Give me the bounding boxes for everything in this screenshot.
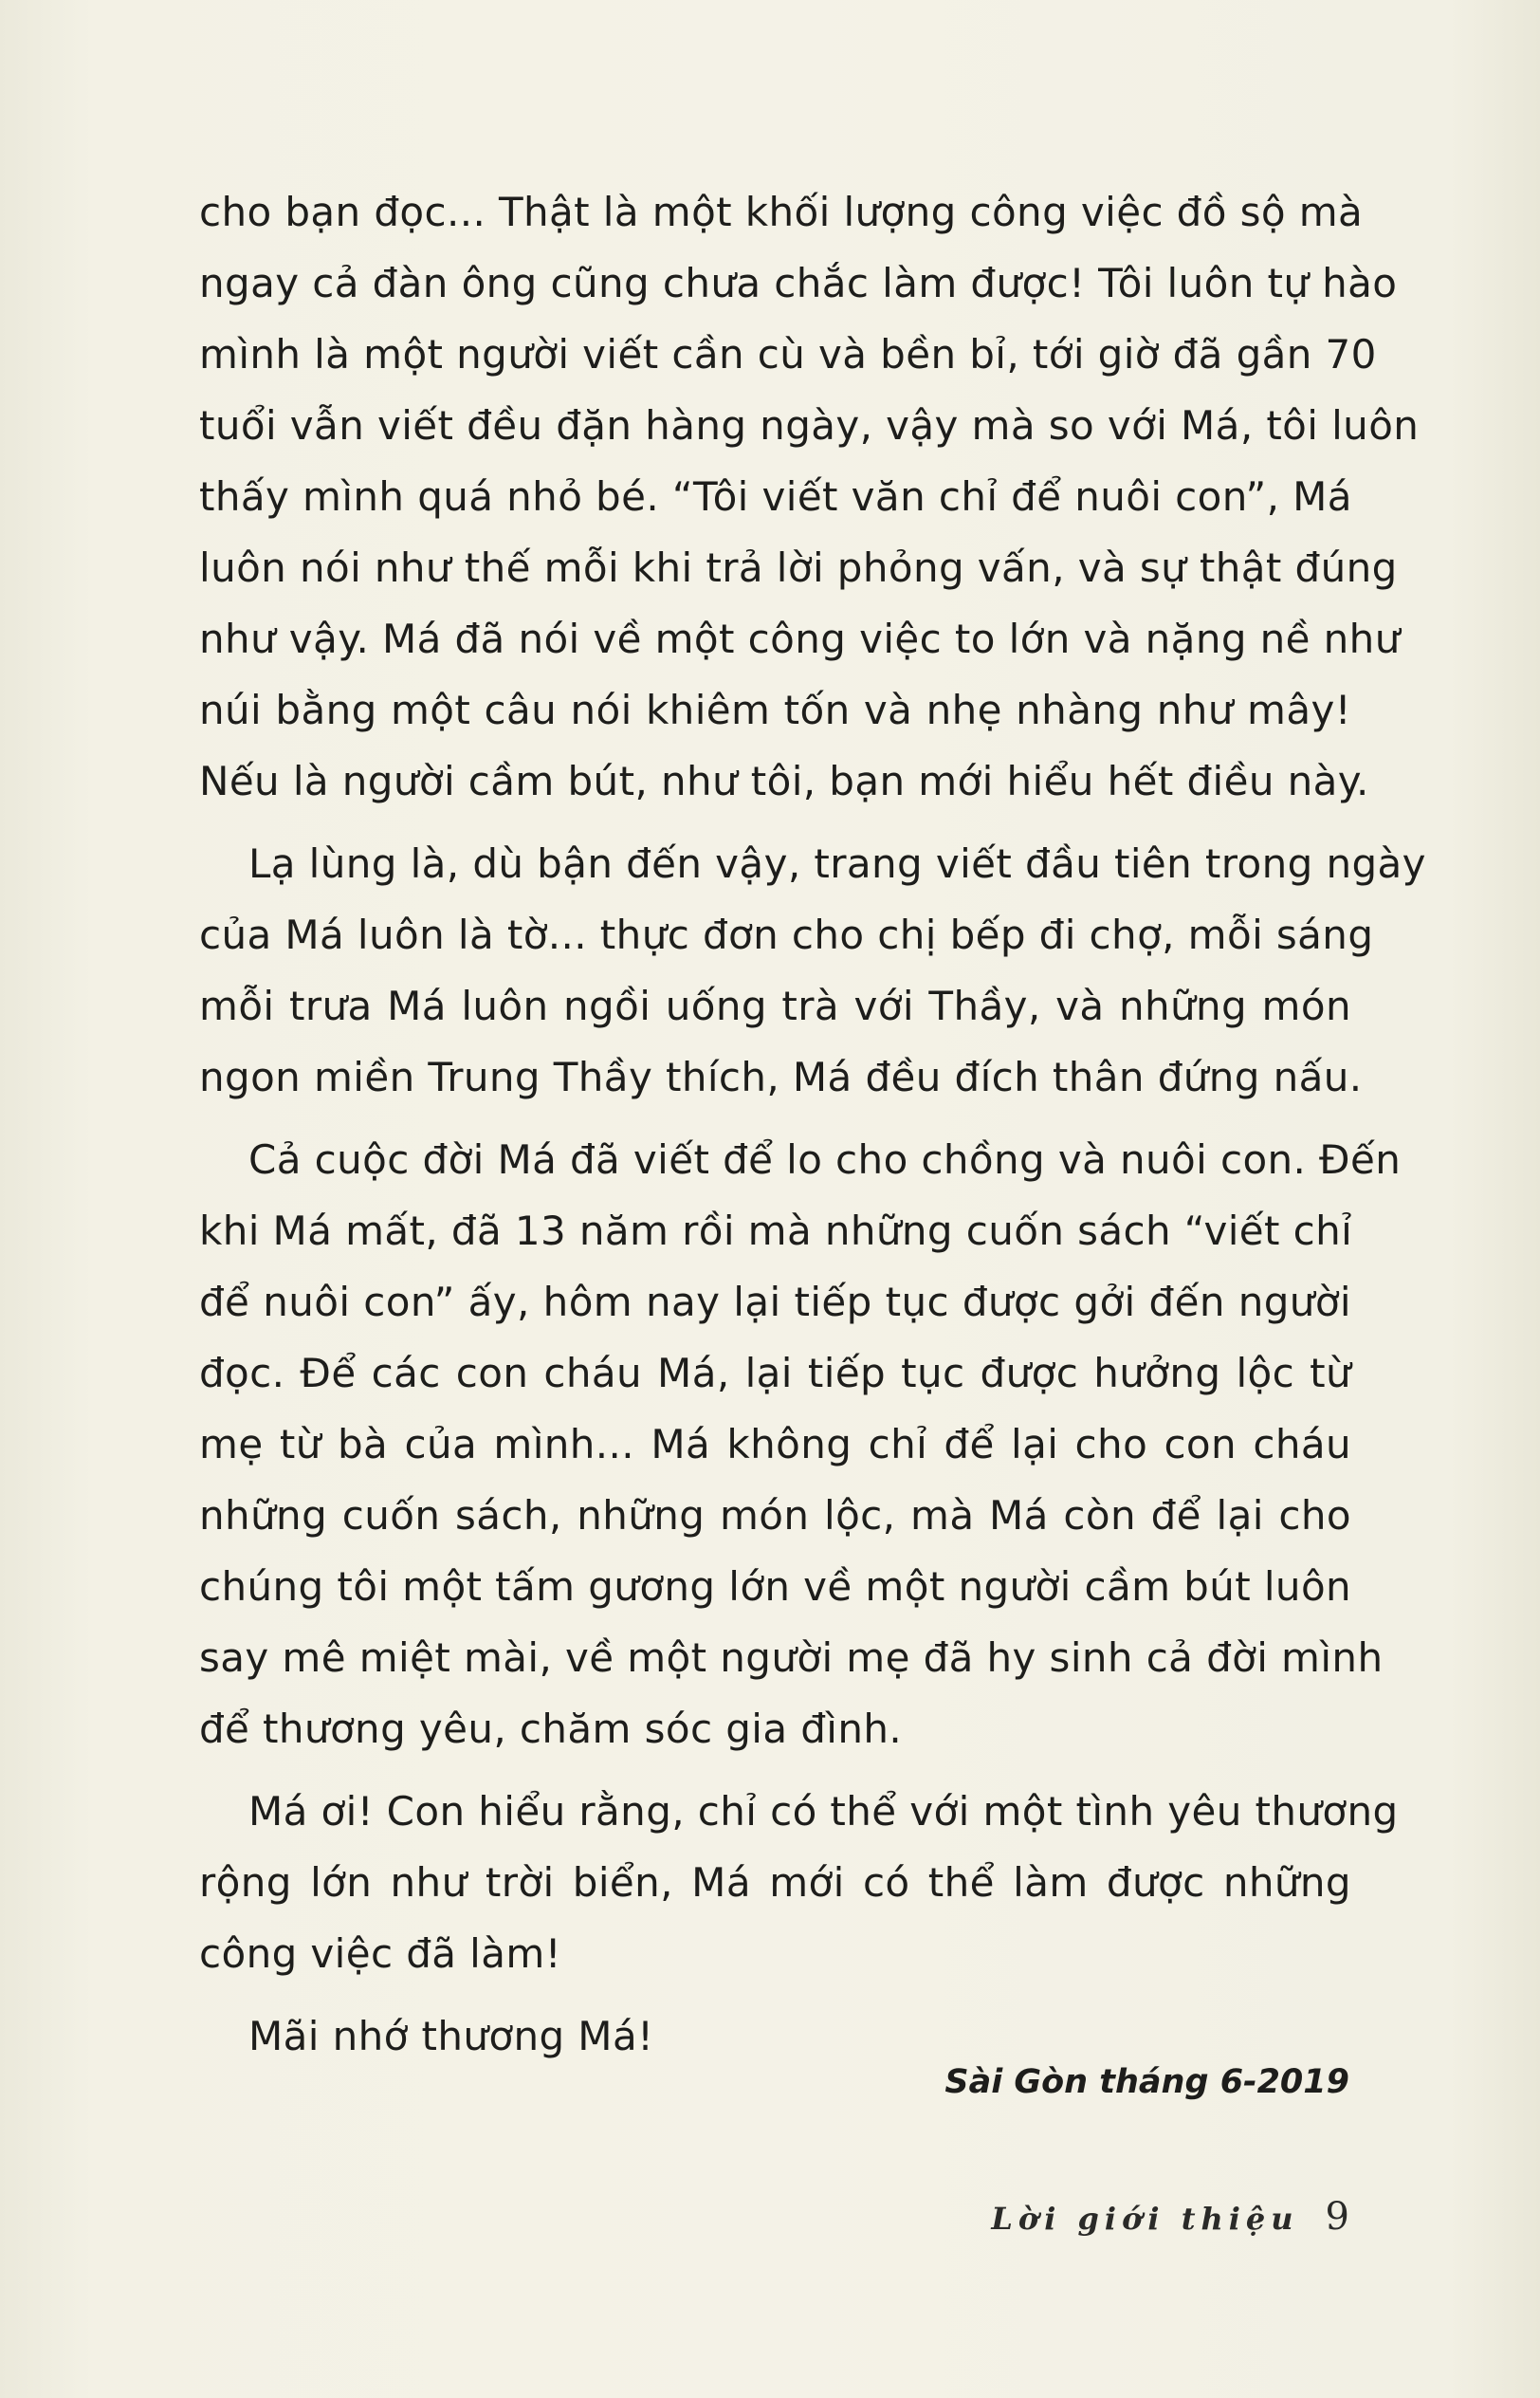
text-line: rộng lớn như trời biển, Má mới có thể làm được những <box>199 1859 1351 1906</box>
text-line: mình là một người viết cần cù và bền bỉ, tới giờ đã gần 70 <box>199 331 1377 378</box>
text-line: núi bằng một câu nói khiêm tốn và nhẹ nhàng như mây! <box>199 687 1351 733</box>
text-line: cho bạn đọc... Thật là một khối lượng công việc đồ sộ mà <box>199 189 1364 235</box>
text-line: đọc. Để các con cháu Má, lại tiếp tục được hưởng lộc từ <box>199 1350 1351 1396</box>
text-line: ngay cả đàn ông cũng chưa chắc làm được! Tôi luôn tự hào <box>199 260 1398 306</box>
text-line: những cuốn sách, những món lộc, mà Má còn để lại cho <box>199 1492 1351 1539</box>
text-line: Nếu là người cầm bút, như tôi, bạn mới hiểu hết điều này. <box>199 758 1369 804</box>
paragraph-1 <box>199 176 1420 817</box>
text-line: Mãi nhớ thương Má! <box>248 2013 654 2059</box>
paragraph-2 <box>199 828 1426 1113</box>
paragraph-3 <box>199 1124 1402 1764</box>
text-line: mẹ từ bà của mình... Má không chỉ để lại cho con cháu <box>199 1421 1351 1467</box>
text-line: Cả cuộc đời Má đã viết để lo cho chồng và nuôi con. Đến <box>248 1136 1402 1183</box>
section-title: Lời giới thiệu <box>991 2201 1299 2237</box>
text-line: say mê miệt mài, về một người mẹ đã hy sinh cả đời mình <box>199 1634 1384 1681</box>
signature-date: Sài Gòn tháng 6-2019 <box>944 2063 1349 2101</box>
text-line: như vậy. Má đã nói về một công việc to lớn và nặng nề như <box>199 616 1401 662</box>
text-line: tuổi vẫn viết đều đặn hàng ngày, vậy mà so với Má, tôi luôn <box>199 402 1420 449</box>
text-line: để nuôi con” ấy, hôm nay lại tiếp tục được gởi đến người <box>199 1279 1351 1325</box>
text-line: Lạ lùng là, dù bận đến vậy, trang viết đầu tiên trong ngày <box>248 840 1426 887</box>
text-line: của Má luôn là tờ... thực đơn cho chị bếp đi chợ, mỗi sáng <box>199 912 1374 958</box>
paragraph-4 <box>199 1776 1399 1989</box>
page-number: 9 <box>1325 2195 1349 2239</box>
text-line: khi Má mất, đã 13 năm rồi mà những cuốn sách “viết chỉ <box>199 1208 1353 1254</box>
text-line: để thương yêu, chăm sóc gia đình. <box>199 1706 903 1752</box>
page-footer <box>0 2195 1349 2239</box>
text-line: mỗi trưa Má luôn ngồi uống trà với Thầy, và những món <box>199 983 1351 1029</box>
body-text <box>199 176 1426 2072</box>
text-line: luôn nói như thế mỗi khi trả lời phỏng vấn, và sự thật đúng <box>199 544 1398 591</box>
text-line: công việc đã làm! <box>199 1930 561 1977</box>
text-line: ngon miền Trung Thầy thích, Má đều đích thân đứng nấu. <box>199 1054 1363 1100</box>
text-line: chúng tôi một tấm gương lớn về một người cầm bút luôn <box>199 1563 1352 1610</box>
text-line: Má ơi! Con hiểu rằng, chỉ có thể với một tình yêu thương <box>248 1788 1399 1835</box>
text-line: thấy mình quá nhỏ bé. “Tôi viết văn chỉ để nuôi con”, Má <box>199 473 1352 520</box>
